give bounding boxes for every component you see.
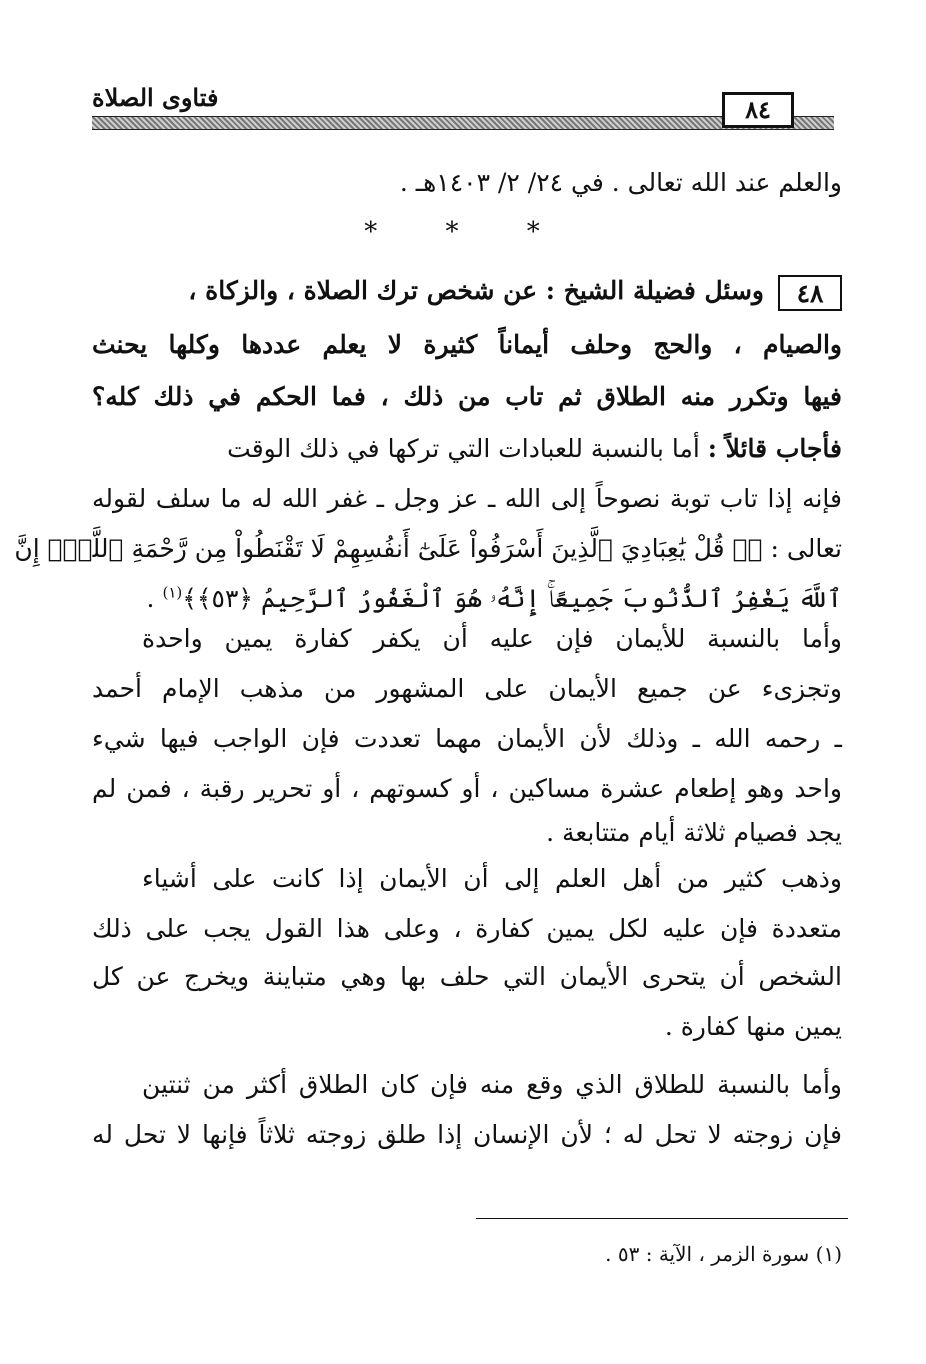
answer-line: واحد وهو إطعام عشرة مساكين ، أو كسوتهم ، أو تحرير رقبة ، فمن لم (92, 774, 842, 803)
page-number: ٨٤ (722, 92, 794, 128)
section-separator: * * * (364, 217, 570, 247)
question-line (92, 266, 842, 316)
text-line: والعلم عند الله تعالى . في ٢٤/ ٢/ ١٤٠٣هـ . (399, 168, 842, 197)
answer-line: ٱللَّهَ يَغْفِرُ ٱلذُّنُوبَ جَمِيعًاۚ إِنَّهُۥ هُوَ ٱلْغَفُورُ ٱلرَّحِيمُ ﴿٥٣﴾﴾$^{(١)}$ . (146, 583, 842, 613)
answer-line: متعددة فإن عليه لكل يمين كفارة ، وعلى هذا القول يجب على ذلك (92, 914, 842, 943)
verse-intro: تعالى : ﴿ (747, 534, 842, 563)
question-number-box: ٤٨ (778, 275, 842, 311)
answer-line: الشخص أن يتحرى الأيمان التي حلف بها وهي متباينة ويخرج عن كل (92, 962, 842, 991)
verse-close: ﴾ (182, 584, 197, 613)
answer-line: يجد فصيام ثلاثة أيام متتابعة . (546, 818, 842, 847)
answer-line (92, 614, 842, 664)
question-line: والصيام ، والحج وحلف أيماناً كثيرة لا يعلم عددها وكلها يحنث (92, 330, 842, 359)
answer-line: فإن زوجته لا تحل له ؛ لأن الإنسان إذا طلق زوجته ثلاثاً فإنها لا تحل له (92, 1120, 842, 1149)
answer-lead: فأجاب قائلاً : (707, 434, 842, 463)
answer-line: فإنه إذا تاب توبة نصوحاً إلى الله ـ عز وجل ـ غفر الله له ما سلف لقوله (92, 484, 842, 513)
question-text: وسئل فضيلة الشيخ : عن شخص ترك الصلاة ، والزكاة ، (188, 276, 764, 305)
answer-text: أما بالنسبة للعبادات التي تركها في ذلك الوقت (227, 434, 700, 463)
answer-line (92, 1060, 842, 1110)
answer-line: وتجزىء عن جميع الأيمان على المشهور من مذهب الإمام أحمد (92, 674, 842, 703)
running-header-title: فتاوى الصلاة (92, 83, 219, 112)
answer-text: وذهب كثير من أهل العلم إلى أن الأيمان إذا كانت على أشياء (142, 864, 842, 893)
answer-line (92, 854, 842, 904)
answer-line (92, 424, 842, 474)
answer-line: ـ رحمه الله ـ وذلك لأن الأيمان مهما تعددت فإن الواجب فيها شيء (92, 724, 842, 753)
question-line: فيها وتكرر منه الطلاق ثم تاب من ذلك ، فما الحكم في ذلك كله؟ (92, 382, 842, 411)
answer-text: وأما بالنسبة للأيمان فإن عليه أن يكفر كفارة يمين واحدة (142, 624, 842, 653)
quran-verse: ٱللَّهَ يَغْفِرُ ٱلذُّنُوبَ جَمِيعًاۚ إِنَّهُۥ هُوَ ٱلْغَفُورُ ٱلرَّحِيمُ ﴿٥٣﴾ (196, 584, 842, 613)
footnote-ref: (١) (162, 583, 183, 602)
footnote: (١) سورة الزمر ، الآية : ٥٣ . (605, 1242, 842, 1266)
answer-line: يمين منها كفارة . (664, 1012, 842, 1041)
quran-verse: ۞ قُلْ يَٰعِبَادِيَ ٱلَّذِينَ أَسْرَفُواْ عَلَىٰٓ أَنفُسِهِمْ لَا تَقْنَطُواْ مِن رَّحْمَةِ ٱللَّهِۚ إِنَّ (14, 534, 748, 563)
footnote-rule (476, 1218, 848, 1219)
answer-text: وأما بالنسبة للطلاق الذي وقع منه فإن كان الطلاق أكثر من ثنتين (142, 1070, 842, 1099)
answer-line (14, 524, 842, 574)
